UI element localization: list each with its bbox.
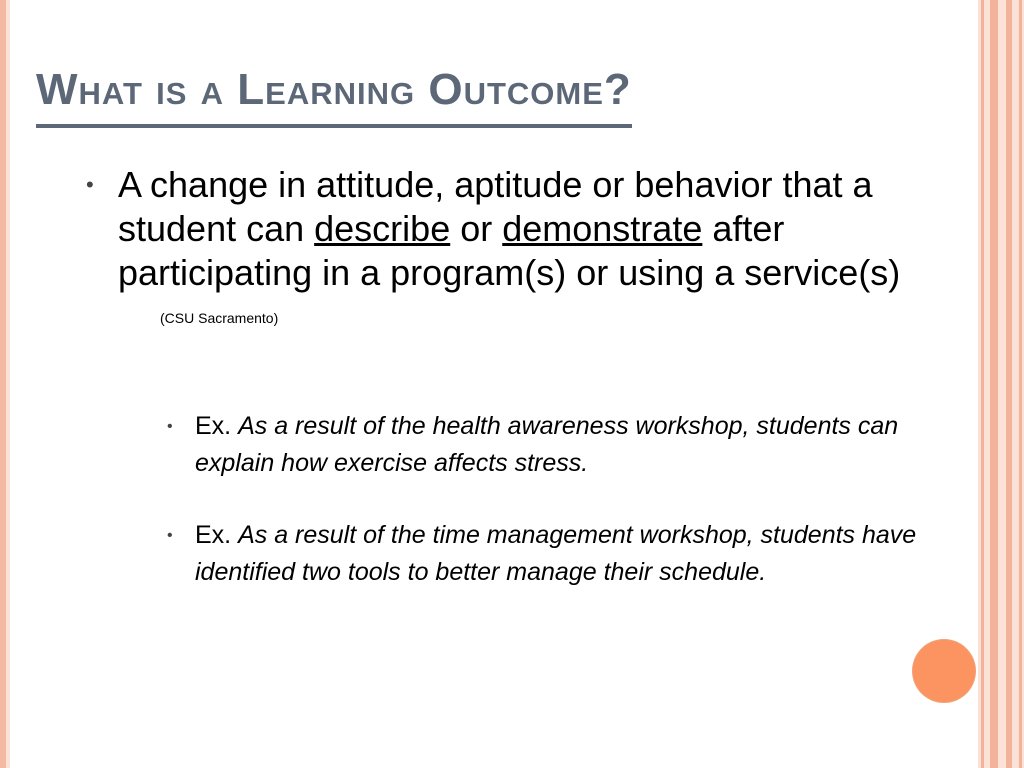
right-border-band <box>978 0 1024 768</box>
main-bullet <box>86 163 948 340</box>
left-border-light <box>6 0 10 768</box>
example-bullet-2 <box>167 517 945 591</box>
decorative-circle <box>913 640 975 702</box>
bullet-dot-icon: • <box>86 172 94 197</box>
right-border-stripe <box>1019 0 1022 768</box>
example-text: As a result of the health awareness workshop, students can explain how exercise affects stress. <box>195 412 899 477</box>
example-text: As a result of the time management workshop, students have identified two tools to better manage their schedule. <box>195 521 917 586</box>
main-bullet-text: A change in attitude, aptitude or behavior that a student can <box>118 164 873 249</box>
example-prefix: Ex. <box>195 412 239 440</box>
bullet-dot-icon: • <box>167 418 173 435</box>
underlined-describe: describe <box>314 208 451 249</box>
right-border-stripe <box>981 0 984 768</box>
right-border-stripe <box>1006 0 1012 768</box>
main-bullet-connector: or <box>450 208 503 249</box>
right-border-stripe <box>990 0 998 768</box>
bullet-dot-icon: • <box>167 527 173 544</box>
main-bullet-text-end: after participating in a program(s) or using a service(s) <box>118 208 901 293</box>
underlined-demonstrate: demonstrate <box>502 208 703 249</box>
citation: (CSU Sacramento) <box>160 310 279 326</box>
example-bullet-1 <box>167 408 945 482</box>
example-prefix: Ex. <box>195 521 239 549</box>
slide-title: What is a Learning Outcome? <box>36 58 632 128</box>
